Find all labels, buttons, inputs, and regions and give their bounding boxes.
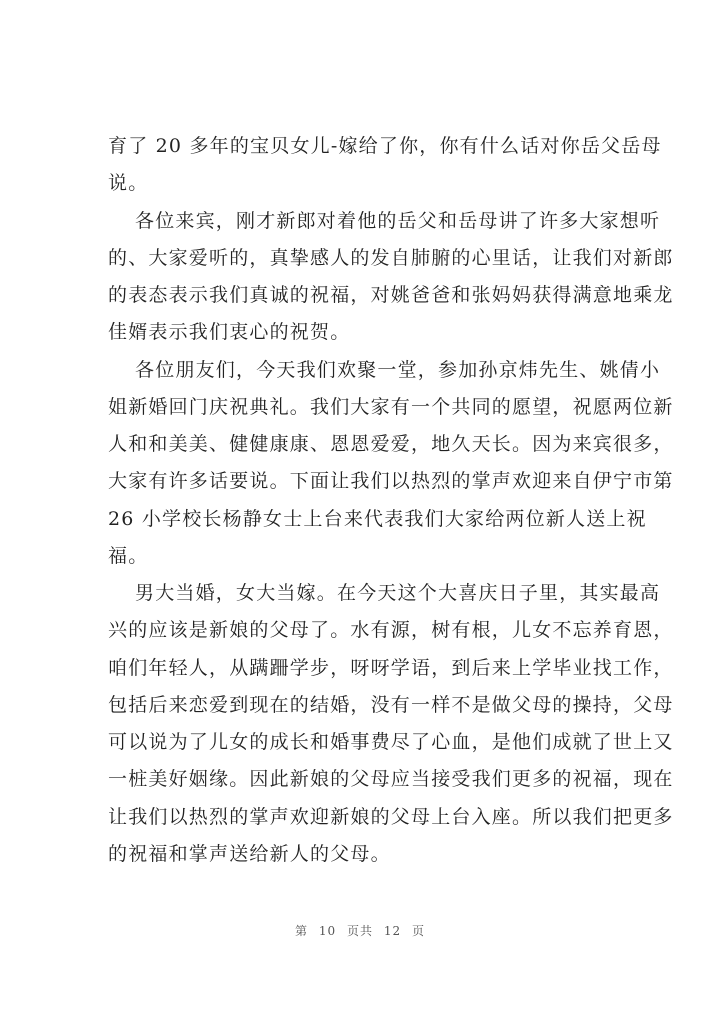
paragraph-line: 各位朋友们，今天我们欢聚一堂，参加孙京炜先生、姚倩小: [135, 359, 661, 381]
paragraph-line: 的、大家爱听的，真挚感人的发自肺腑的心里话，让我们对新郎: [108, 247, 674, 269]
paragraph-line: 说。: [108, 172, 149, 194]
paragraph-line: 男大当婚，女大当嫁。在今天这个大喜庆日子里，其实最高: [135, 582, 661, 604]
paragraph-line: 包括后来恋爱到现在的结婚，没有一样不是做父母的操持，父母: [108, 694, 674, 716]
paragraph-line: 咱们年轻人，从蹒跚学步，呀呀学语，到后来上学毕业找工作，: [108, 657, 674, 679]
paragraph-line: 让我们以热烈的掌声欢迎新娘的父母上台入座。所以我们把更多: [108, 806, 674, 828]
paragraph-line: 人和和美美、健健康康、恩恩爱爱，地久天长。因为来宾很多，: [108, 433, 674, 455]
paragraph-line: 福。: [108, 545, 149, 567]
footer-prefix: 第: [295, 924, 309, 938]
paragraph-line: 一桩美好姻缘。因此新娘的父母应当接受我们更多的祝福，现在: [108, 768, 674, 790]
paragraph-line: 的祝福和掌声送给新人的父母。: [108, 843, 391, 865]
paragraph-line: 兴的应该是新娘的父母了。水有源，树有根，儿女不忘养育恩，: [108, 619, 674, 641]
paragraph-line: 可以说为了儿女的成长和婚事费尽了心血，是他们成就了世上又: [108, 731, 674, 753]
total-pages: 12: [383, 924, 402, 938]
paragraph-line: 姐新婚回门庆祝典礼。我们大家有一个共同的愿望，祝愿两位新: [108, 396, 674, 418]
page-footer: [0, 922, 720, 939]
page-number: 10: [318, 924, 337, 938]
paragraph-line: 各位来宾，刚才新郎对着他的岳父和岳母讲了许多大家想听: [135, 210, 661, 232]
paragraph-line: 大家有许多话要说。下面让我们以热烈的掌声欢迎来自伊宁市第: [108, 470, 674, 492]
footer-middle: 页共: [346, 924, 373, 938]
paragraph-line: 佳婿表示我们衷心的祝贺。: [108, 321, 351, 343]
paragraph-line: 的表态表示我们真诚的祝福，对姚爸爸和张妈妈获得满意地乘龙: [108, 284, 674, 306]
footer-suffix: 页: [411, 924, 425, 938]
paragraph-line: 育了 20 多年的宝贝女儿-嫁给了你，你有什么话对你岳父岳母: [108, 135, 662, 157]
paragraph-line: 26 小学校长杨静女士上台来代表我们大家给两位新人送上祝: [108, 508, 647, 530]
